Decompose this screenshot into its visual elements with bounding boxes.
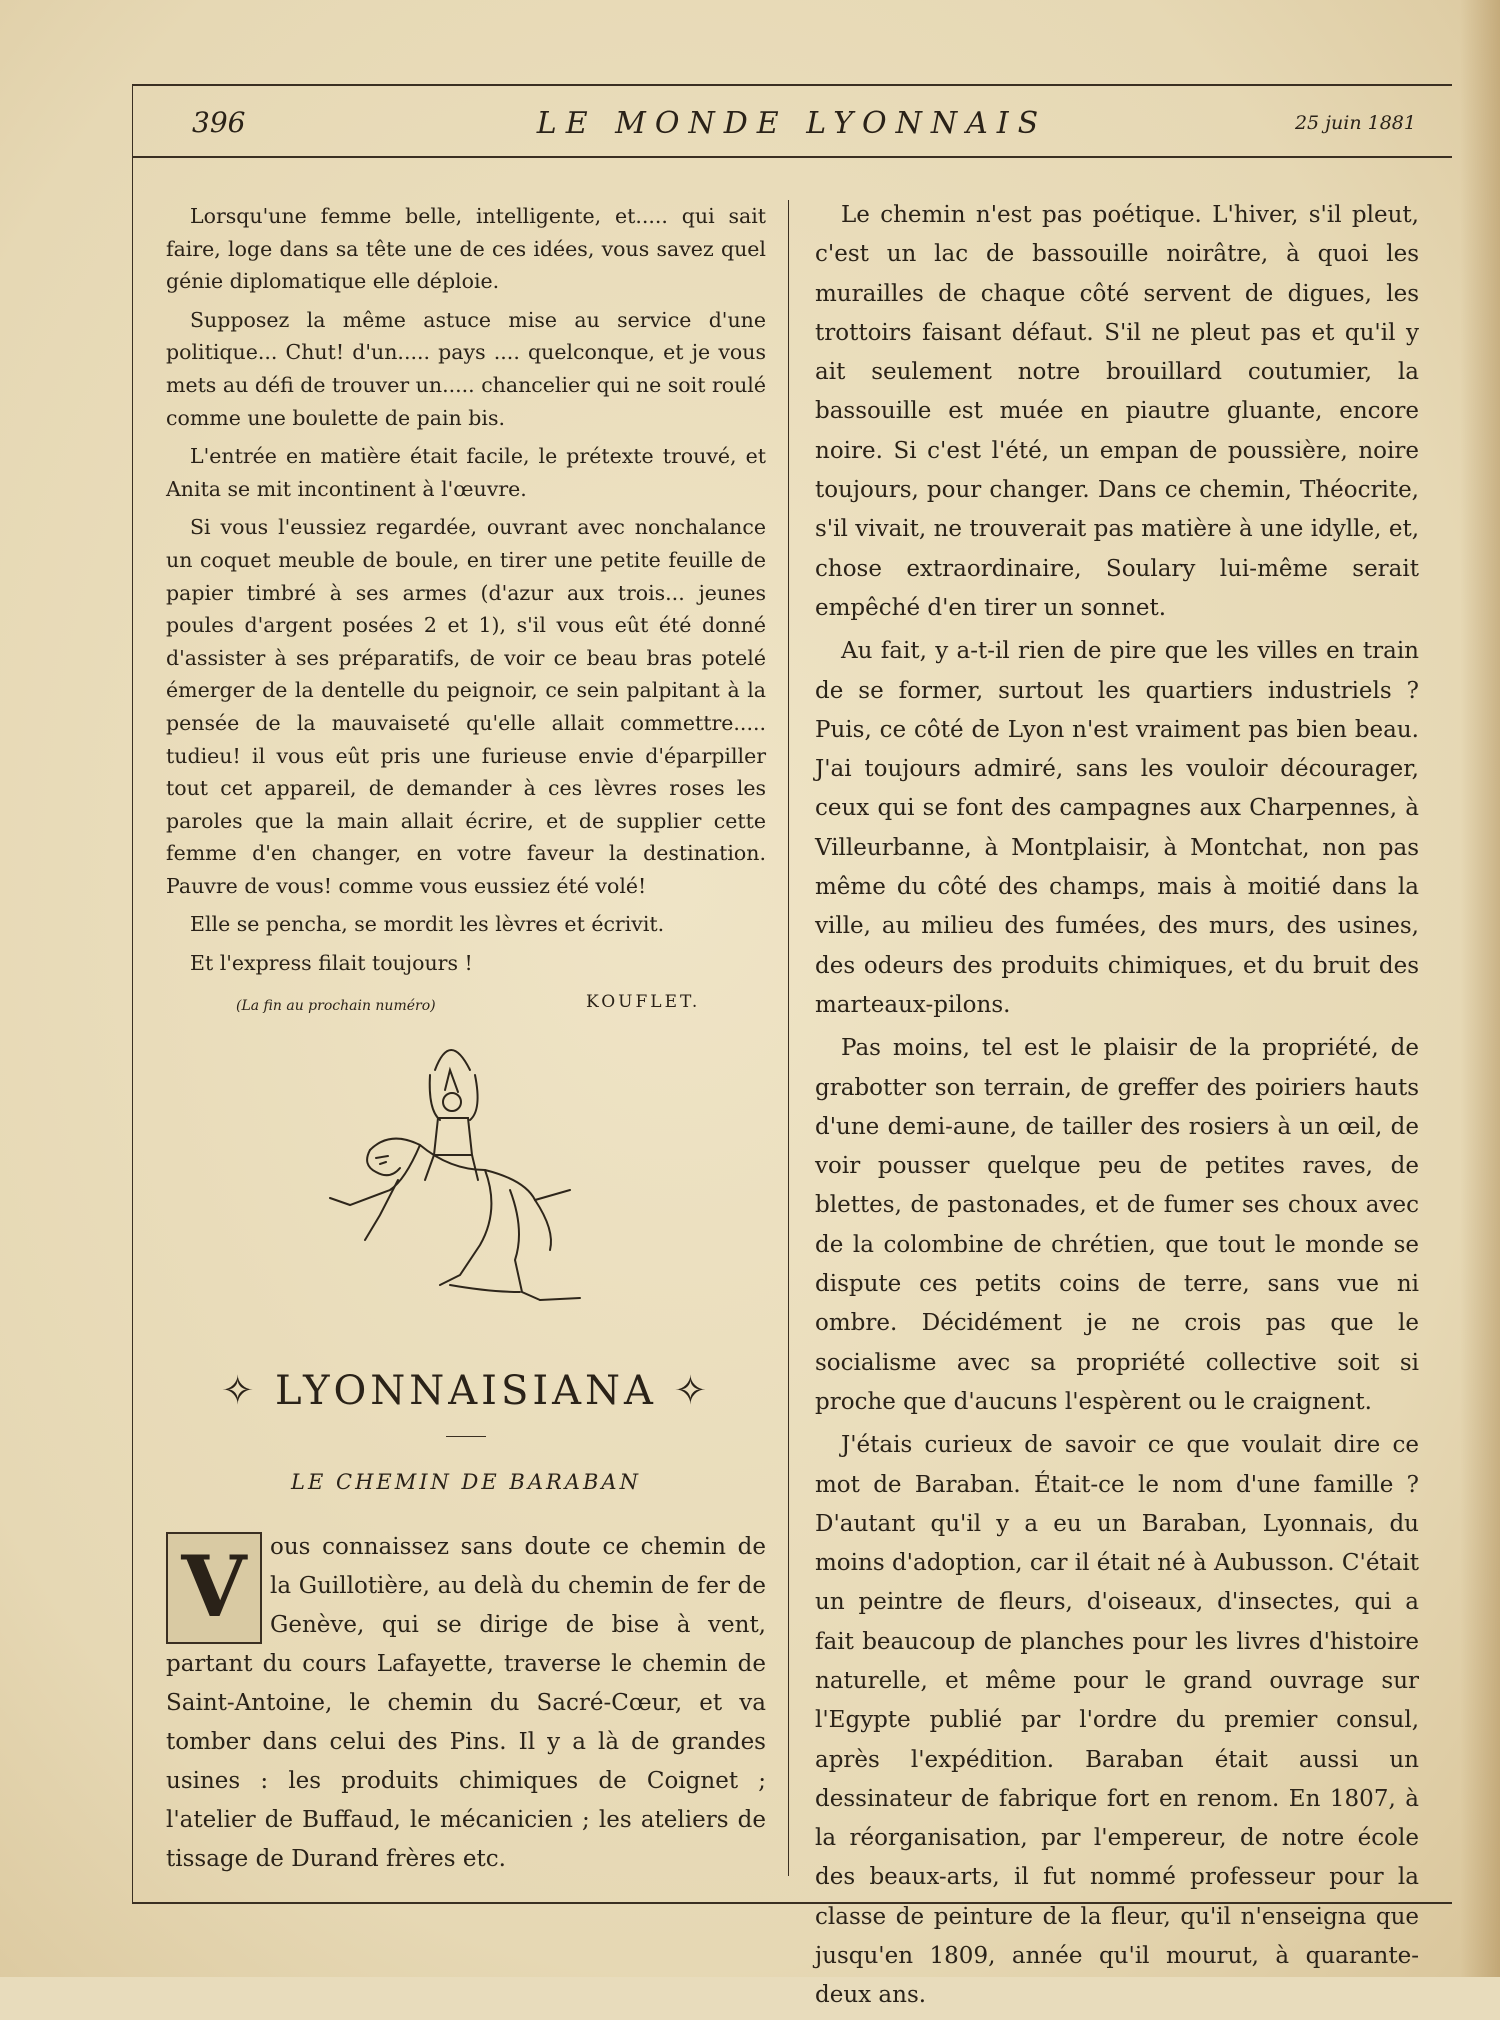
signoff (166, 986, 766, 1022)
paragraph: Pas moins, tel est le plaisir de la propriété, de grabotter son terrain, de greffer des poiriers hauts d'une demi-aune, de tailler des rosiers à un œil, de voir pousser quelque peu de petites raves, de blettes, de pastonades, et de fumer ses choux avec de la colombine de chrétien, que tout le monde se dispute ces petits coins de terre, sans vue ni ombre. Décidément je ne crois pas que le socialisme avec sa propriété collective soit si proche que d'aucuns l'espèrent ou le craignent. (815, 1035, 1419, 1415)
paragraph: L'entrée en matière était facile, le prétexte trouvé, et Anita se mit incontinent à l'œuvre. (166, 444, 766, 501)
paragraph: Le chemin n'est pas poétique. L'hiver, s'il pleut, c'est un lac de bassouille noirâtre, à quoi les murailles de chaque côté servent de digues, les trottoirs faisant défaut. S'il ne pleut pas et qu'il y ait seulement notre brouillard coutumier, la bassouille est muée en piautre gluante, encore noire. Si c'est l'été, un empan de poussière, noire toujours, pour changer. Dans ce chemin, Théocrite, s'il vivait, ne trouverait pas matière à une idylle, et, chose extraordinaire, Soulary lui-même serait empêché d'en tirer un sonnet. (815, 202, 1419, 621)
rider-on-horse-illustration (310, 1030, 590, 1320)
frame-rule-top (132, 84, 1452, 86)
paragraph: Supposez la même astuce mise au service d'une politique... Chut! d'un..... pays .... quelconque, et je vous mets au défi de trouver un..... chancelier qui ne soit roulé comme une boulette de pain bis. (166, 307, 766, 430)
issue-date: 25 juin 1881 (1294, 112, 1416, 134)
right-column (815, 196, 1419, 2020)
article-title: LE CHEMIN DE BARABAN (291, 1470, 641, 1494)
frame-rule-left (132, 84, 133, 1904)
section-title-rule (446, 1436, 486, 1437)
header-rule (132, 156, 1452, 158)
column-divider (788, 200, 789, 1876)
page-number: 396 (192, 106, 246, 139)
paragraph: Et l'express filait toujours ! (190, 951, 473, 976)
author-signature: KOUFLET. (586, 991, 701, 1012)
section-title: ✧ LYONNAISIANA ✧ (220, 1368, 712, 1414)
article-paragraph: ous connaissez sans doute ce chemin de la Guillotière, au delà du chemin de fer de Genève, qui se dirige de bise à vent, partant du cours Lafayette, traverse le chemin de Saint-Antoine, le chemin du Sacré-Cœur, et va tomber dans celui des Pins. Il y a là de grandes usines : les produits chimiques de Coignet ; l'atelier de Buffaud, le mécanicien ; les ateliers de tissage de Durand frères etc. (166, 1534, 766, 1872)
page-header (132, 96, 1452, 152)
journal-title: LE MONDE LYONNAIS (536, 106, 1048, 141)
page-edge-shadow (1460, 0, 1500, 1977)
paragraph: Si vous l'eussiez regardée, ouvrant avec nonchalance un coquet meuble de boule, en tirer une petite feuille de papier timbré à ses armes (d'azur aux trois... jeunes poules d'argent posées 2 et 1), s'il vous eût été donné d'assister à ses préparatifs, de voir ce beau bras potelé émerger de la dentelle du peignoir, ce sein palpitant à la pensée de la mauvaiseté qu'elle allait commettre..... tudieu! il vous eût pris une furieuse envie d'éparpiller tout cet appareil, de demander à ces lèvres roses les paroles que la main allait écrire, et de supplier cette femme d'en changer, en votre faveur la destination. Pauvre de vous! comme vous eussiez été volé! (166, 515, 766, 898)
paragraph: Elle se pencha, se mordit les lèvres et écrivit. (190, 912, 665, 937)
paragraph: Lorsqu'une femme belle, intelligente, et..... qui sait faire, loge dans sa tête une de ces idées, vous savez quel génie diplomatique elle déploie. (166, 204, 766, 294)
article-body (166, 1528, 766, 1879)
to-be-continued-note: (La fin au prochain numéro) (236, 997, 436, 1014)
left-column (166, 200, 766, 1022)
paragraph: J'étais curieux de savoir ce que voulait dire ce mot de Baraban. Était-ce le nom d'une famille ? D'autant qu'il y a eu un Baraban, Lyonnais, du moins d'adoption, car il était né à Aubusson. C'était un peintre de fleurs, d'oiseaux, d'insectes, qui a fait beaucoup de planches pour les livres d'histoire naturelle, et même pour le grand ouvrage sur l'Egypte publié par l'ordre du premier consul, après l'expédition. Baraban était aussi un dessinateur de fabrique fort en renom. En 1807, à la réorganisation, par l'empereur, de notre école des beaux-arts, il fut nommé professeur pour la classe de peinture de la fleur, qu'il n'enseigna que jusqu'en 1809, année qu'il mourut, à quarante-deux ans. (815, 1432, 1419, 2009)
dropcap-letter: V (166, 1532, 262, 1644)
paragraph: Au fait, y a-t-il rien de pire que les villes en train de se former, surtout les quartiers industriels ? Puis, ce côté de Lyon n'est vraiment pas bien beau. J'ai toujours admiré, sans les vouloir décourager, ceux qui se font des campagnes aux Charpennes, à Villeurbanne, à Montplaisir, à Montchat, non pas même du côté des champs, mais à moitié dans la ville, au milieu des fumées, des murs, des usines, des odeurs des produits chimiques, et du bruit des marteaux-pilons. (815, 638, 1419, 1018)
